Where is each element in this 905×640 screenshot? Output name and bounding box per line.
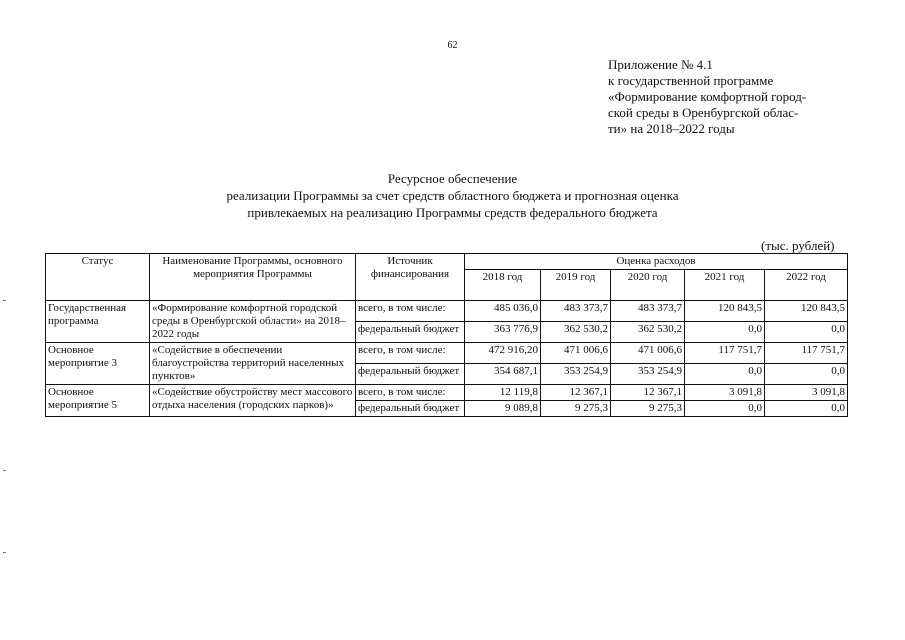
- value-cell: 362 530,2: [611, 322, 685, 343]
- value-cell: 3 091,8: [685, 385, 765, 401]
- value-cell: 117 751,7: [765, 343, 848, 364]
- value-cell: 12 119,8: [465, 385, 541, 401]
- value-cell: 485 036,0: [465, 301, 541, 322]
- value-cell: 363 776,9: [465, 322, 541, 343]
- appendix-line: к государственной программе: [608, 73, 774, 88]
- name-cell: «Формирование комфортной городской среды в Оренбургской области» на 2018–2022 годы: [150, 301, 356, 343]
- value-cell: 353 254,9: [541, 364, 611, 385]
- value-cell: 0,0: [685, 322, 765, 343]
- title-line: Ресурсное обеспечение: [387, 171, 518, 186]
- table-row: [46, 301, 848, 322]
- value-cell: 471 006,6: [611, 343, 685, 364]
- source-cell: всего, в том числе:: [356, 343, 465, 364]
- value-cell: 117 751,7: [685, 343, 765, 364]
- scan-mark: [3, 552, 6, 553]
- document-title: [0, 170, 905, 221]
- header-name: Наименование Программы, основного мероприятия Программы: [150, 254, 356, 301]
- value-cell: 354 687,1: [465, 364, 541, 385]
- value-cell: 3 091,8: [765, 385, 848, 401]
- status-cell: Государственная программа: [46, 301, 150, 343]
- header-year: 2022 год: [765, 270, 848, 301]
- name-cell: «Содействие в обеспечении благоустройства территорий населенных пунктов»: [150, 343, 356, 385]
- value-cell: 9 089,8: [465, 401, 541, 417]
- title-line: реализации Программы за счет средств областного бюджета и прогнозная оценка: [226, 188, 679, 203]
- header-year: 2020 год: [611, 270, 685, 301]
- status-cell: Основное мероприятие 5: [46, 385, 150, 417]
- source-cell: всего, в том числе:: [356, 385, 465, 401]
- status-cell: Основное мероприятие 3: [46, 343, 150, 385]
- title-line: привлекаемых на реализацию Программы средств федерального бюджета: [247, 205, 658, 220]
- value-cell: 120 843,5: [765, 301, 848, 322]
- appendix-line: Приложение № 4.1: [608, 57, 713, 72]
- header-estimate: Оценка расходов: [465, 254, 848, 270]
- table-row: [46, 343, 848, 364]
- value-cell: 0,0: [765, 364, 848, 385]
- value-cell: 0,0: [765, 322, 848, 343]
- value-cell: 472 916,20: [465, 343, 541, 364]
- name-cell: «Содействие обустройству мест массового отдыха населения (городских парков)»: [150, 385, 356, 417]
- appendix-line: ти» на 2018–2022 годы: [608, 121, 735, 136]
- value-cell: 9 275,3: [611, 401, 685, 417]
- appendix-block: [608, 57, 806, 137]
- units-label: (тыс. рублей): [761, 238, 835, 253]
- source-cell: всего, в том числе:: [356, 301, 465, 322]
- header-source: Источник финансирования: [356, 254, 465, 301]
- scan-mark: [3, 470, 6, 471]
- source-cell: федеральный бюджет: [356, 401, 465, 417]
- value-cell: 120 843,5: [685, 301, 765, 322]
- value-cell: 483 373,7: [611, 301, 685, 322]
- scan-mark: [3, 300, 6, 301]
- value-cell: 483 373,7: [541, 301, 611, 322]
- header-status: Статус: [46, 254, 150, 301]
- value-cell: 0,0: [765, 401, 848, 417]
- table-row: [46, 385, 848, 401]
- value-cell: 12 367,1: [611, 385, 685, 401]
- header-year: 2021 год: [685, 270, 765, 301]
- funding-table: [45, 253, 848, 417]
- source-cell: федеральный бюджет: [356, 322, 465, 343]
- value-cell: 12 367,1: [541, 385, 611, 401]
- header-year: 2018 год: [465, 270, 541, 301]
- value-cell: 362 530,2: [541, 322, 611, 343]
- header-year: 2019 год: [541, 270, 611, 301]
- value-cell: 353 254,9: [611, 364, 685, 385]
- value-cell: 0,0: [685, 401, 765, 417]
- source-cell: федеральный бюджет: [356, 364, 465, 385]
- value-cell: 9 275,3: [541, 401, 611, 417]
- value-cell: 0,0: [685, 364, 765, 385]
- appendix-line: «Формирование комфортной город-: [608, 89, 807, 104]
- appendix-line: ской среды в Оренбургской облас-: [608, 105, 799, 120]
- page-number: 62: [447, 40, 458, 51]
- value-cell: 471 006,6: [541, 343, 611, 364]
